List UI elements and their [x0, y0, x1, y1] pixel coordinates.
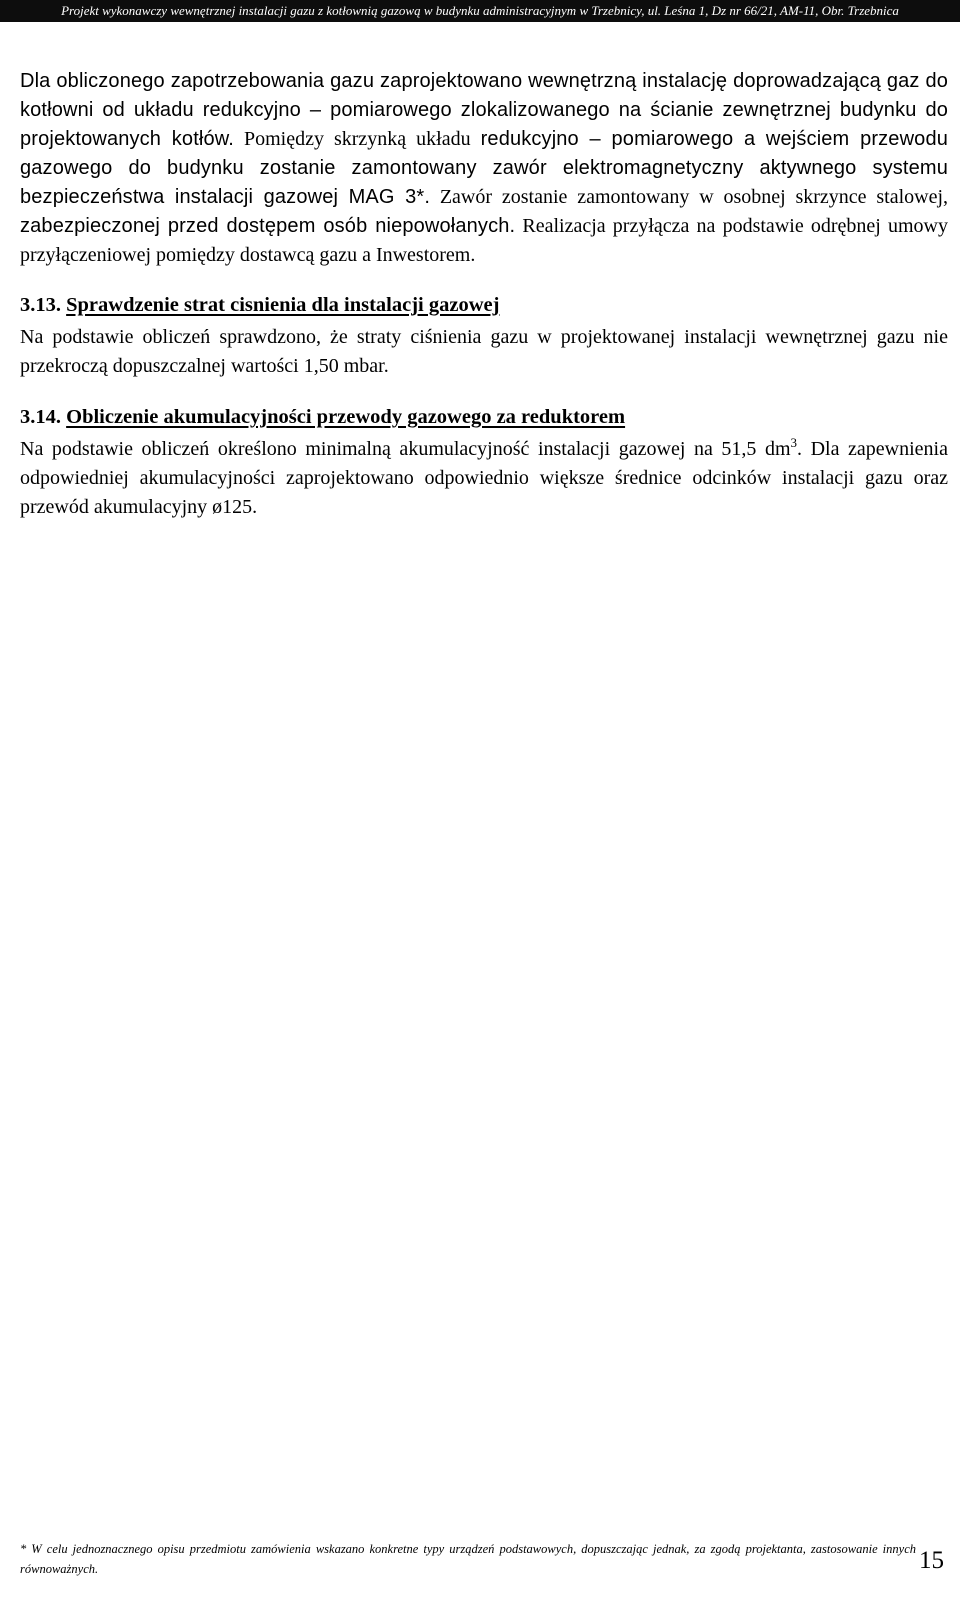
superscript-exponent: 3 [790, 435, 798, 450]
intro-text-3: redukcyjno – pomiarowego a wejściem przewodu gazowego do budynku zostanie zamontowany zawór elektromagnetyczny aktywnego systemu bezpieczeństwa instalacji gazowej MAG 3*. [20, 128, 948, 208]
section-3-14-text-2: . Dla zapewnienia odpowiedniej akumulacyjności zaprojektowano odpowiednio większe średnice odcinków instalacji gazu oraz przewód akumulacyjny ø125. [20, 438, 948, 518]
intro-text-6: Realizacja przyłącza na podstawie odrębnej umowy przyłączeniowej pomiędzy dostawcą gazu a Inwestorem. [20, 215, 948, 266]
intro-text-2: Pomiędzy skrzynką układu [233, 128, 481, 150]
intro-text-4: Zawór zostanie zamontowany w osobnej skrzynce stalowej, [430, 186, 949, 208]
section-number: 3.13. [20, 294, 61, 316]
section-number: 3.14. [20, 406, 61, 428]
page-number: 15 [919, 1547, 944, 1574]
section-3-14-body [20, 435, 948, 522]
running-header: Projekt wykonawczy wewnętrznej instalacji gazu z kotłownią gazową w budynku administracyjnym w Trzebnicy, ul. Leśna 1, Dz nr 66/21, AM-11, Obr. Trzebnica [0, 0, 960, 22]
section-title: Obliczenie akumulacyjności przewody gazowego za reduktorem [66, 406, 626, 428]
section-title: Sprawdzenie strat cisnienia dla instalacji gazowej [66, 294, 500, 316]
section-3-14-text-1: Na podstawie obliczeń określono minimalną akumulacyjność instalacji gazowej na 51,5 dm [20, 438, 791, 460]
section-3-13-body: Na podstawie obliczeń sprawdzono, że straty ciśnienia gazu w projektowanej instalacji wewnętrznej gazu nie przekroczą dopuszczalnej wartości 1,50 mbar. [20, 326, 948, 377]
page-body [20, 67, 948, 522]
footnote: * W celu jednoznacznego opisu przedmiotu zamówienia wskazano konkretne typy urządzeń podstawowych, dopuszczając jednak, za zgodą projektanta, zastosowanie innych równoważnych. [20, 1542, 916, 1576]
section-heading-3-14 [20, 403, 948, 432]
intro-text-5: zabezpieczonej przed dostępem osób niepowołanych. [20, 215, 516, 237]
intro-paragraph [20, 67, 948, 270]
section-heading-3-13 [20, 291, 948, 320]
intro-text-1: Dla obliczonego zapotrzebowania gazu zaprojektowano wewnętrzną instalację doprowadzającą gaz do kotłowni od układu redukcyjno – pomiarowego zlokalizowanego na ścianie zewnętrznej budynku do projektowanych kotłów. [20, 70, 948, 150]
